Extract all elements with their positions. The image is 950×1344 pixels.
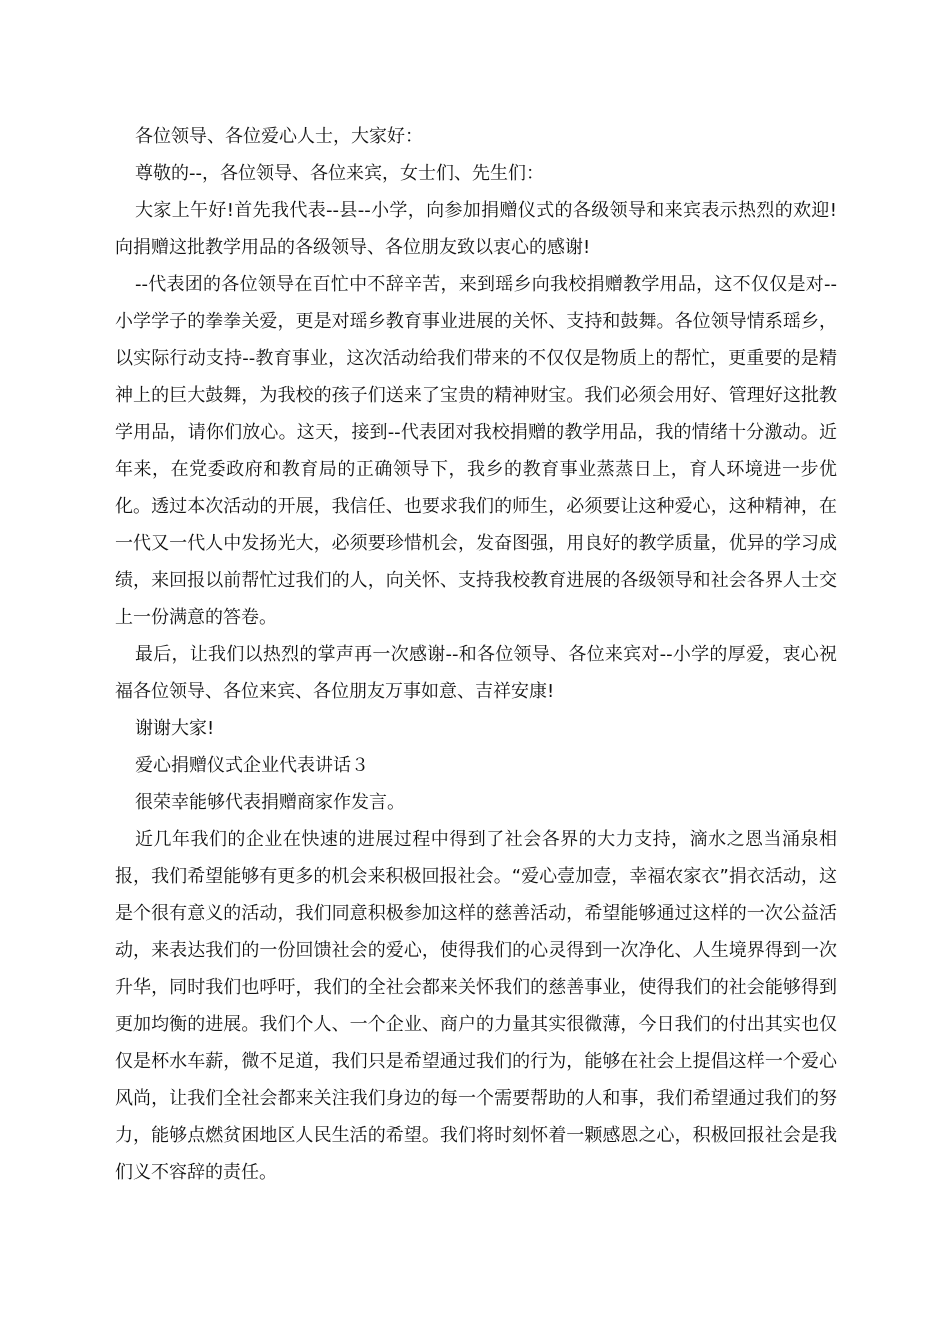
salutation-line: 尊敬的--，各位领导、各位来宾，女士们、先生们： — [135, 163, 544, 184]
thank-you-line: 谢谢大家! — [135, 718, 215, 739]
thanks-paragraph: --代表团的各位领导在百忙中不辞辛苦，来到瑶乡向我校捐赠教学用品，这不仅仅是对--小学学子的拳拳关爱，更是对瑶乡教育事业进展的关怀、支持和鼓舞。各位领导情系瑶乡，以实际行动支持--教育事业，这次活动给我们带来的不仅仅是物质上的帮忙，更重要的是精神上的巨大鼓舞，为我校的孩子们送来了宝贵的精神财宝。我们必须会用好、管理好这批教学用品，请你们放心。这天，接到--代表团对我校捐赠的教学用品，我的情绪十分激动。近年来，在党委政府和教育局的正确领导下，我乡的教育事业蒸蒸日上，育人环境进一步优化。透过本次活动的开展，我信任、也要求我们的师生，必须要让这种爱心，这种精神，在一代又一代人中发扬光大，必须要珍惜机会，发奋图强，用良好的教学质量，优异的学习成绩，来回报以前帮忙过我们的人，向关怀、支持我校教育进展的各级领导和社会各界人士交上一份满意的答卷。 — [115, 274, 837, 628]
section-heading: 爱心捐赠仪式企业代表讲话３ — [135, 755, 369, 776]
document-body — [115, 118, 837, 1191]
greeting-line: 各位领导、各位爱心人士，大家好： — [135, 126, 423, 147]
speaker-intro-line: 很荣幸能够代表捐赠商家作发言。 — [135, 792, 405, 813]
welcome-paragraph: 大家上午好!首先我代表--县--小学，向参加捐赠仪式的各级领导和来宾表示热烈的欢迎!向捐赠这批教学用品的各级领导、各位朋友致以衷心的感谢! — [115, 200, 837, 258]
closing-paragraph: 最后，让我们以热烈的掌声再一次感谢--和各位领导、各位来宾对--小学的厚爱，衷心祝福各位领导、各位来宾、各位朋友万事如意、吉祥安康! — [115, 644, 837, 702]
company-speech-paragraph: 近几年我们的企业在快速的进展过程中得到了社会各界的大力支持，滴水之恩当涌泉相报，我们希望能够有更多的机会来积极回报社会。“爱心壹加壹，幸福农家衣”捐衣活动，这是个很有意义的活动，我们同意积极参加这样的慈善活动，希望能够通过这样的一次公益活动，来表达我们的一份回馈社会的爱心，使得我们的心灵得到一次净化、人生境界得到一次升华，同时我们也呼吁，我们的全社会都来关怀我们的慈善事业，使得我们的社会能够得到更加均衡的进展。我们个人、一个企业、商户的力量其实很微薄，今日我们的付出其实也仅仅是杯水车薪，微不足道，我们只是希望通过我们的行为，能够在社会上提倡这样一个爱心风尚，让我们全社会都来关注我们身边的每一个需要帮助的人和事，我们希望通过我们的努力，能够点燃贫困地区人民生活的希望。我们将时刻怀着一颗感恩之心，积极回报社会是我们义不容辞的责任。 — [115, 829, 837, 1183]
